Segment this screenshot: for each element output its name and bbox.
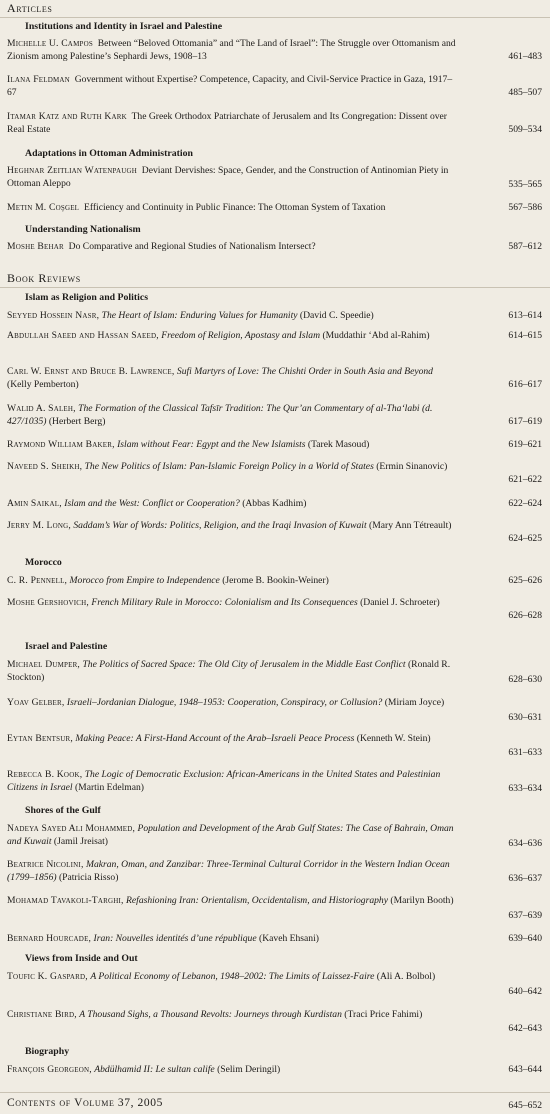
page-range: 614–615 [508,330,542,341]
page-range: 643–644 [508,1064,542,1075]
reviewer: (Ermin Sinanovic) [376,461,448,472]
page-range: 621–622 [508,474,542,485]
divider [0,1092,550,1093]
page-range: 509–534 [508,124,542,135]
author: Ilana Feldman [7,74,70,85]
book-title: Iran: Nouvelles identités d’une république [93,933,257,944]
group-title: Shores of the Gulf [25,805,101,816]
page-range: 624–625 [508,533,542,544]
reviewer: (Miriam Joyce) [384,697,445,708]
book-title: Freedom of Religion, Apostasy and Islam [161,330,321,341]
article-entry [7,38,550,64]
group-title: Biography [25,1046,70,1057]
article-entry [7,74,550,100]
author: Seyyed Hossein Nasr, [7,310,100,321]
author: Rebecca B. Kook, [7,769,83,780]
author: Nadeya Sayed Ali Mohammed, [7,823,136,834]
page-range: 640–642 [508,986,542,997]
review-entry [7,659,550,685]
article-title: Between “Beloved Ottomania” and “The Land of Israel”: The Struggle over Ottomanism and Zionism among Palestine’s Sephardi Jews, 1908–13 [7,38,456,62]
book-title: The Formation of the Classical Tafsīr Tradition: The Qur’an Commentary of al-Tha‘labi (d. 427/1035) [7,403,433,427]
book-title: The Politics of Sacred Space: The Old City of Jerusalem in the Middle East Conflict [82,659,406,670]
reviewer: (David C. Speedie) [299,310,374,321]
article-title: Do Comparative and Regional Studies of Nationalism Intersect? [68,241,316,252]
author: Carl W. Ernst and Bruce B. Lawrence, [7,366,175,377]
book-title: The Logic of Democratic Exclusion: African-Americans in the United States and Palestinian Citizens in Israel [7,769,441,793]
page-range: 616–617 [508,379,542,390]
article-title: Efficiency and Continuity in Public Finance: The Ottoman System of Taxation [83,202,386,213]
page-range: 567–586 [508,202,542,213]
book-title: Islam without Fear: Egypt and the New Islamists [117,439,306,450]
page-range: 587–612 [508,241,542,252]
author: Naveed S. Sheikh, [7,461,83,472]
article-title: Government without Expertise? Competence, Capacity, and Civil-Service Practice in Gaza, 1917–67 [7,74,453,98]
reviewer: (Herbert Berg) [48,415,106,427]
book-title: Refashioning Iran: Orientalism, Occidentalism, and Historiography [126,895,388,906]
page-range: 631–633 [508,747,542,758]
author: Moshe Gershovich, [7,597,89,608]
reviewer: (Abbas Kadhim) [242,498,307,509]
page-range: 636–637 [508,873,542,884]
review-entry [7,575,550,588]
reviewer: (Jamil Jreisat) [53,835,109,847]
review-entry [7,597,550,621]
review-entry [7,733,550,758]
book-title: The Heart of Islam: Enduring Values for Humanity [101,310,298,321]
reviewer: (Kelly Pemberton) [7,378,79,390]
reviewer: (Kaveh Ehsani) [259,933,319,944]
book-title: Islam and the West: Conflict or Cooperation? [64,498,240,509]
page-range: 461–483 [508,51,542,62]
reviewer: (Daniel J. Schroeter) [360,597,440,608]
review-entry [7,1064,550,1077]
review-entry [7,933,550,946]
author: Moshe Behar [7,241,64,252]
reviewer: (Patricia Risso) [58,871,119,883]
page-range: 619–621 [508,439,542,450]
author: C. R. Pennell, [7,575,68,586]
author: Abdullah Saeed and Hassan Saeed, [7,330,159,341]
book-title: French Military Rule in Morocco: Colonialism and Its Consequences [91,597,358,608]
book-title: Makran, Oman, and Zanzibar: Three-Terminal Cultural Corridor in the Western Indian Ocean (1799–1856) [7,859,450,883]
divider [0,287,550,288]
group-title: Israel and Palestine [25,641,108,652]
page-range: 617–619 [508,416,542,427]
reviewer: (Kenneth W. Stein) [356,733,431,744]
review-entry [7,498,550,511]
author: Walid A. Saleh, [7,403,76,414]
page-range: 634–636 [508,838,542,849]
author: Toufic K. Gaspard, [7,971,88,982]
author: Mohamad Tavakoli-Targhi, [7,895,124,906]
review-entry [7,439,550,452]
articles-heading: Articles [7,1,53,15]
book-title: Saddam’s War of Words: Politics, Religion, and the Iraqi Invasion of Kuwait [73,520,367,531]
review-entry [7,1009,550,1034]
author: Metin M. Coşgel [7,202,80,213]
book-title: A Political Economy of Lebanon, 1948–2002: The Limits of Laissez-Faire [90,971,375,982]
review-entry [7,520,550,544]
review-entry [7,403,550,429]
author: Amin Saikal, [7,498,62,509]
divider [0,17,550,18]
review-entry [7,823,550,849]
review-entry [7,461,550,485]
article-title: The Greek Orthodox Patriarchate of Jerusalem and Its Congregation: Dissent over Real Estate [7,111,447,135]
contents-of-volume: Contents of Volume 37, 2005 [7,1097,163,1109]
author: Beatrice Nicolini, [7,859,84,870]
page-range: 485–507 [508,87,542,98]
article-title: Deviant Dervishes: Space, Gender, and the Construction of Antinomian Piety in Ottoman Aleppo [7,165,449,189]
page-range: 628–630 [508,674,542,685]
author: Yoav Gelber, [7,697,65,708]
reviewer: (Ronald R. Stockton) [7,659,451,683]
author: Heghnar Zeitlian Watenpaugh [7,165,137,176]
author: Michelle U. Campos [7,38,93,49]
page-range: 613–614 [508,310,542,321]
author: François Georgeon, [7,1064,92,1075]
review-entry [7,971,550,997]
review-entry [7,697,550,723]
group-title: Adaptations in Ottoman Administration [25,148,193,159]
reviewer: (Traci Price Fahimi) [344,1009,423,1020]
page-range: 642–643 [508,1023,542,1034]
article-entry [7,111,550,137]
reviewer: (Mary Ann Tétreault) [369,520,452,531]
author: Michael Dumper, [7,659,81,670]
review-entry [7,366,550,392]
review-entry [7,310,550,323]
article-entry [7,202,550,215]
reviewer: (Tarek Masoud) [307,439,370,450]
article-entry [7,241,550,254]
article-entry [7,165,550,191]
page-range: 637–639 [508,910,542,921]
author: Jerry M. Long, [7,520,71,531]
group-title: Views from Inside and Out [25,953,138,964]
group-title: Understanding Nationalism [25,224,141,235]
book-title: A Thousand Sighs, a Thousand Revolts: Journeys through Kurdistan [79,1009,342,1020]
reviewer: (Martin Edelman) [74,781,144,793]
book-title: Making Peace: A First-Hand Account of the Arab–Israeli Peace Process [75,733,355,744]
page-range: 645–652 [508,1100,542,1111]
review-entry [7,330,550,343]
reviewer: (Marilyn Booth) [390,895,454,906]
reviewer: (Jerome B. Bookin-Weiner) [222,575,329,586]
book-title: Population and Development of the Arab Gulf States: The Case of Bahrain, Oman and Kuwait [7,823,454,847]
book-title: Sufi Martyrs of Love: The Chishti Order in South Asia and Beyond [176,366,433,377]
group-title: Institutions and Identity in Israel and Palestine [25,21,223,32]
book-title: The New Politics of Islam: Pan-Islamic Foreign Policy in a World of States [84,461,374,472]
page-range: 639–640 [508,933,542,944]
review-entry [7,859,550,885]
author: Eytan Bentsur, [7,733,73,744]
page-range: 633–634 [508,783,542,794]
book-reviews-heading: Book Reviews [7,271,81,285]
author: Bernard Hourcade, [7,933,92,944]
page-range: 626–628 [508,610,542,621]
page-range: 625–626 [508,575,542,586]
reviewer: (Muddathir ‘Abd al-Rahim) [322,330,430,341]
group-title: Morocco [25,557,62,568]
reviewer: (Selim Deringil) [217,1064,281,1075]
group-title: Islam as Religion and Politics [25,292,149,303]
book-title: Morocco from Empire to Independence [69,575,220,586]
page-range: 630–631 [508,712,542,723]
book-title: Israeli–Jordanian Dialogue, 1948–1953: Cooperation, Conspiracy, or Collusion? [66,697,383,708]
page-range: 535–565 [508,179,542,190]
author: Christiane Bird, [7,1009,77,1020]
reviewer: (Ali A. Bolbol) [376,971,436,982]
review-entry [7,895,550,921]
page-range: 622–624 [508,498,542,509]
review-entry [7,769,550,795]
book-title: Abdülhamid II: Le sultan calife [94,1064,215,1075]
author: Raymond William Baker, [7,439,115,450]
author: Itamar Katz and Ruth Kark [7,111,127,122]
